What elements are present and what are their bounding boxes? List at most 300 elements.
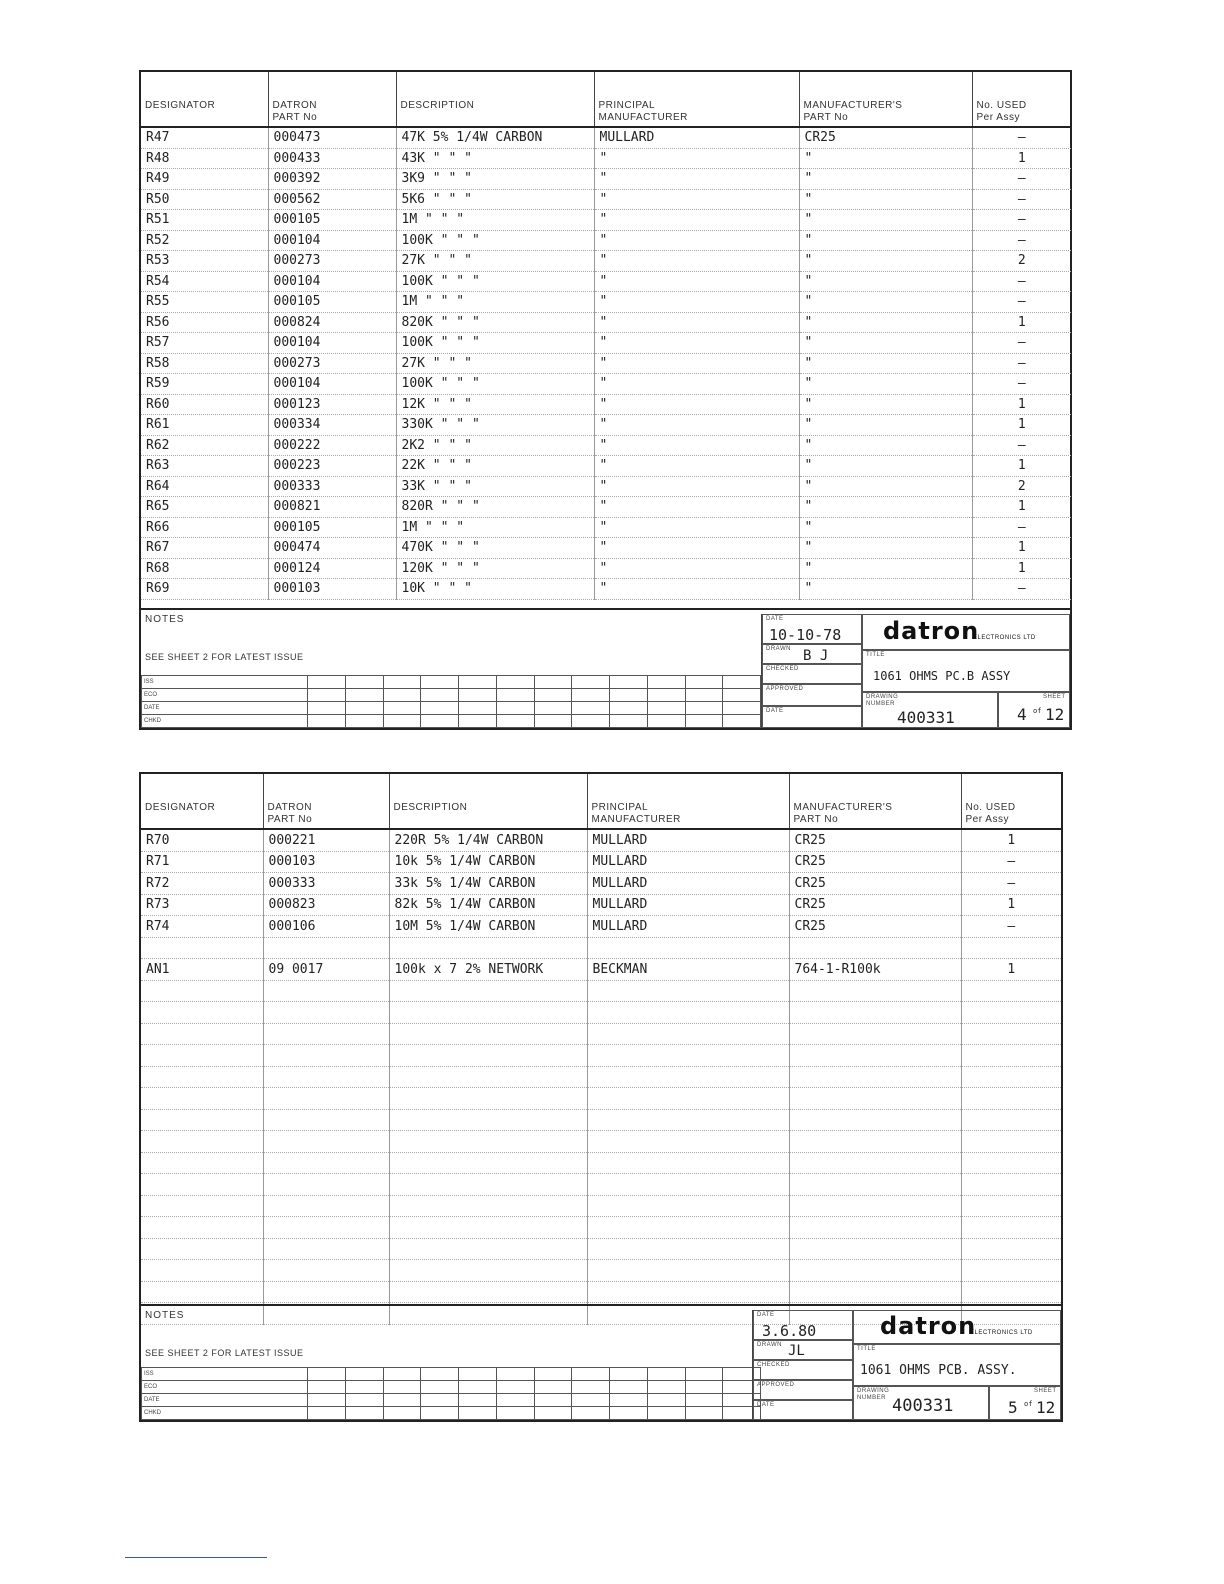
drawing-number-cell: DRAWING NUMBER 400331 xyxy=(862,692,998,728)
mfr-part-header: MANUFACTURER'S PART No xyxy=(799,72,972,127)
of-label: of xyxy=(1033,707,1042,715)
part-number-cell: 000433 xyxy=(268,148,396,169)
part-number-cell: 000273 xyxy=(268,251,396,272)
description-cell: 100K " " " xyxy=(396,271,594,292)
table-row xyxy=(141,1131,1061,1153)
quantity-cell: – xyxy=(961,851,1061,873)
mfr-part-header: MANUFACTURER'S PART No xyxy=(789,774,961,829)
mfr-part-cell: " xyxy=(799,456,972,477)
manufacturer-cell: MULLARD xyxy=(587,873,789,895)
quantity-cell xyxy=(961,1131,1061,1153)
mfr-part-cell xyxy=(789,1088,961,1110)
sheet-number: 5 xyxy=(1008,1398,1018,1417)
parts-table-body xyxy=(141,829,1061,1324)
date-cell: DATE 10-10-78 xyxy=(762,614,862,644)
description-cell: 100K " " " xyxy=(396,374,594,395)
manufacturer-cell: " xyxy=(594,497,799,518)
company-subtitle: ELECTRONICS LTD xyxy=(973,635,1036,641)
mfr-part-cell xyxy=(789,980,961,1002)
revision-grid xyxy=(141,675,761,728)
description-cell: 820K " " " xyxy=(396,312,594,333)
description-cell: 470K " " " xyxy=(396,538,594,559)
mfr-part-cell xyxy=(789,1281,961,1303)
table-row xyxy=(141,829,1061,851)
part-number-cell: 000123 xyxy=(268,394,396,415)
parts-table xyxy=(141,774,1061,1325)
part-number-cell: 000106 xyxy=(263,916,389,938)
see-sheet-note: SEE SHEET 2 FOR LATEST ISSUE xyxy=(145,1348,304,1358)
header-row xyxy=(141,774,1061,829)
part-number-cell: 000105 xyxy=(268,517,396,538)
parts-list-sheet-4 xyxy=(139,70,1072,730)
mfr-part-cell: " xyxy=(799,435,972,456)
footer-link-underline xyxy=(125,1557,267,1558)
description-cell: 10M 5% 1/4W CARBON xyxy=(389,916,587,938)
date2-cell: DATE xyxy=(762,706,862,728)
grid-label: ECO xyxy=(142,1381,308,1394)
description-cell xyxy=(389,1131,587,1153)
quantity-cell: 1 xyxy=(972,538,1071,559)
grid-label: ISS xyxy=(142,1368,308,1381)
designator-cell xyxy=(141,1217,263,1239)
manufacturer-cell xyxy=(587,980,789,1002)
description-cell xyxy=(389,1281,587,1303)
manufacturer-cell xyxy=(587,1088,789,1110)
table-row xyxy=(141,210,1071,231)
description-cell: 82k 5% 1/4W CARBON xyxy=(389,894,587,916)
manufacturer-cell: MULLARD xyxy=(587,851,789,873)
manufacturer-cell: MULLARD xyxy=(587,894,789,916)
quantity-cell: – xyxy=(961,916,1061,938)
quantity-cell xyxy=(961,1195,1061,1217)
table-row xyxy=(141,1023,1061,1045)
mfr-part-cell xyxy=(789,1131,961,1153)
description-cell: 330K " " " xyxy=(396,415,594,436)
designator-cell: R60 xyxy=(141,394,268,415)
description-cell xyxy=(389,1152,587,1174)
part-number-cell: 000821 xyxy=(268,497,396,518)
table-row xyxy=(141,251,1071,272)
description-cell xyxy=(389,1174,587,1196)
mfr-part-cell: " xyxy=(799,353,972,374)
table-row xyxy=(141,374,1071,395)
mfr-part-cell: " xyxy=(799,558,972,579)
designator-cell: R59 xyxy=(141,374,268,395)
manufacturer-cell: MULLARD xyxy=(587,916,789,938)
part-number-cell: 000104 xyxy=(268,333,396,354)
mfr-part-cell: " xyxy=(799,271,972,292)
part-number-cell: 000333 xyxy=(268,476,396,497)
manufacturer-cell: " xyxy=(594,456,799,477)
date-value: 3.6.80 xyxy=(762,1322,817,1340)
table-row xyxy=(141,353,1071,374)
manufacturer-cell: " xyxy=(594,210,799,231)
designator-cell: R63 xyxy=(141,456,268,477)
part-number-cell xyxy=(263,1260,389,1282)
description-header: DESCRIPTION xyxy=(389,774,587,829)
quantity-cell: – xyxy=(972,353,1071,374)
mfr-part-cell: " xyxy=(799,538,972,559)
designator-cell: R54 xyxy=(141,271,268,292)
manufacturer-cell xyxy=(587,1023,789,1045)
designator-cell: R67 xyxy=(141,538,268,559)
quantity-cell xyxy=(961,937,1061,959)
part-number-cell: 000474 xyxy=(268,538,396,559)
designator-cell: R69 xyxy=(141,579,268,600)
description-cell: 100K " " " xyxy=(396,230,594,251)
table-row xyxy=(141,851,1061,873)
quantity-cell: 1 xyxy=(972,312,1071,333)
table-row xyxy=(141,312,1071,333)
part-number-cell: 09 0017 xyxy=(263,959,389,981)
mfr-part-cell xyxy=(789,1260,961,1282)
manufacturer-cell: " xyxy=(594,374,799,395)
sheet-total: 12 xyxy=(1036,1398,1056,1417)
manufacturer-cell: " xyxy=(594,251,799,272)
quantity-cell xyxy=(961,1217,1061,1239)
table-row xyxy=(141,916,1061,938)
mfr-part-cell: CR25 xyxy=(789,894,961,916)
description-cell xyxy=(389,1045,587,1067)
header-row xyxy=(141,72,1071,127)
drawn-cell: DRAWN JL xyxy=(753,1340,853,1360)
mfr-part-cell: CR25 xyxy=(799,127,972,148)
quantity-cell: 1 xyxy=(972,558,1071,579)
part-number-cell: 000221 xyxy=(263,829,389,851)
manufacturer-cell xyxy=(587,1131,789,1153)
designator-cell: AN1 xyxy=(141,959,263,981)
description-cell: 43K " " " xyxy=(396,148,594,169)
table-row xyxy=(141,1174,1061,1196)
quantity-cell xyxy=(961,1023,1061,1045)
description-cell: 100k x 7 2% NETWORK xyxy=(389,959,587,981)
description-cell xyxy=(389,1023,587,1045)
designator-cell: R53 xyxy=(141,251,268,272)
description-cell: 12K " " " xyxy=(396,394,594,415)
table-row xyxy=(141,959,1061,981)
title-block xyxy=(752,1310,1061,1420)
mfr-part-cell: " xyxy=(799,251,972,272)
quantity-header: No. USED Per Assy xyxy=(972,72,1071,127)
designator-cell: R61 xyxy=(141,415,268,436)
designator-cell: R49 xyxy=(141,169,268,190)
part-number-cell xyxy=(263,1281,389,1303)
parts-table xyxy=(141,72,1071,600)
mfr-part-cell: " xyxy=(799,394,972,415)
mfr-part-cell xyxy=(789,1152,961,1174)
description-cell: 820R " " " xyxy=(396,497,594,518)
designator-cell xyxy=(141,937,263,959)
designator-cell: R70 xyxy=(141,829,263,851)
part-number-cell xyxy=(263,980,389,1002)
description-cell: 47K 5% 1/4W CARBON xyxy=(396,127,594,148)
part-number-cell xyxy=(263,1217,389,1239)
designator-cell xyxy=(141,1152,263,1174)
manufacturer-cell: " xyxy=(594,435,799,456)
drawing-number: 400331 xyxy=(892,1396,954,1416)
quantity-cell: – xyxy=(972,292,1071,313)
part-number-cell xyxy=(263,1066,389,1088)
approved-cell: APPROVED xyxy=(753,1380,853,1400)
table-row xyxy=(141,980,1061,1002)
part-number-cell: 000104 xyxy=(268,374,396,395)
part-number-cell: 000823 xyxy=(263,894,389,916)
manufacturer-cell: " xyxy=(594,353,799,374)
description-cell: 33k 5% 1/4W CARBON xyxy=(389,873,587,895)
manufacturer-cell xyxy=(587,1281,789,1303)
drawing-title: 1061 OHMS PC.B ASSY xyxy=(873,669,1011,683)
manufacturer-cell: MULLARD xyxy=(594,127,799,148)
mfr-part-cell: " xyxy=(799,415,972,436)
manufacturer-cell: BECKMAN xyxy=(587,959,789,981)
description-cell: 220R 5% 1/4W CARBON xyxy=(389,829,587,851)
designator-cell xyxy=(141,1281,263,1303)
designator-cell: R55 xyxy=(141,292,268,313)
designator-cell xyxy=(141,1045,263,1067)
mfr-part-cell xyxy=(789,1002,961,1024)
part-number-cell: 000103 xyxy=(268,579,396,600)
part-number-cell: 000105 xyxy=(268,210,396,231)
sheet-total: 12 xyxy=(1045,705,1065,724)
table-row xyxy=(141,579,1071,600)
part-number-cell xyxy=(263,1238,389,1260)
mfr-part-cell: CR25 xyxy=(789,829,961,851)
table-row xyxy=(141,517,1071,538)
description-cell: 5K6 " " " xyxy=(396,189,594,210)
part-number-cell xyxy=(263,1109,389,1131)
mfr-part-cell: " xyxy=(799,230,972,251)
table-row xyxy=(141,937,1061,959)
table-row xyxy=(141,1195,1061,1217)
description-cell xyxy=(389,980,587,1002)
mfr-part-cell: 764-1-R100k xyxy=(789,959,961,981)
manufacturer-cell: " xyxy=(594,415,799,436)
description-cell: 100K " " " xyxy=(396,333,594,354)
part-number-cell xyxy=(263,1152,389,1174)
quantity-cell: – xyxy=(972,333,1071,354)
designator-cell: R74 xyxy=(141,916,263,938)
designator-cell xyxy=(141,980,263,1002)
title-cell: TITLE 1061 OHMS PC.B ASSY xyxy=(862,650,1070,692)
mfr-part-cell: " xyxy=(799,497,972,518)
description-cell xyxy=(389,1195,587,1217)
designator-cell: R58 xyxy=(141,353,268,374)
quantity-cell: 1 xyxy=(961,959,1061,981)
description-cell xyxy=(389,937,587,959)
notes-label: NOTES xyxy=(145,1310,185,1321)
mfr-part-cell xyxy=(789,937,961,959)
quantity-cell: 1 xyxy=(961,894,1061,916)
drawing-title: 1061 OHMS PCB. ASSY. xyxy=(860,1363,1017,1378)
quantity-cell xyxy=(961,1152,1061,1174)
quantity-cell xyxy=(961,1260,1061,1282)
part-number-cell xyxy=(263,1174,389,1196)
manufacturer-cell: " xyxy=(594,148,799,169)
part-number-header: DATRON PART No xyxy=(268,72,396,127)
notes-label: NOTES xyxy=(145,614,185,625)
designator-cell: R65 xyxy=(141,497,268,518)
mfr-part-cell: CR25 xyxy=(789,916,961,938)
mfr-part-cell xyxy=(789,1174,961,1196)
date-value: 10-10-78 xyxy=(769,626,842,644)
mfr-part-cell: " xyxy=(799,312,972,333)
description-cell: 3K9 " " " xyxy=(396,169,594,190)
quantity-cell: – xyxy=(972,517,1071,538)
table-row xyxy=(141,394,1071,415)
manufacturer-cell: " xyxy=(594,312,799,333)
manufacturer-cell: " xyxy=(594,579,799,600)
quantity-cell xyxy=(961,1109,1061,1131)
quantity-cell: 1 xyxy=(972,415,1071,436)
sheet-number-cell: SHEET 4 of 12 xyxy=(998,692,1070,728)
manufacturer-header: PRINCIPAL MANUFACTURER xyxy=(587,774,789,829)
quantity-cell: 2 xyxy=(972,476,1071,497)
revision-grid xyxy=(141,1367,761,1420)
designator-cell xyxy=(141,1109,263,1131)
date2-cell: DATE xyxy=(753,1400,853,1420)
part-number-cell xyxy=(263,1045,389,1067)
part-number-cell xyxy=(263,1131,389,1153)
table-row xyxy=(141,476,1071,497)
manufacturer-cell: " xyxy=(594,271,799,292)
description-cell xyxy=(389,1217,587,1239)
table-row xyxy=(141,497,1071,518)
quantity-cell xyxy=(961,1045,1061,1067)
part-number-cell: 000824 xyxy=(268,312,396,333)
table-row xyxy=(141,1045,1061,1067)
sheet-number-cell: SHEET 5 of 12 xyxy=(989,1386,1061,1420)
quantity-cell: – xyxy=(972,189,1071,210)
mfr-part-cell xyxy=(789,1023,961,1045)
quantity-cell xyxy=(961,1088,1061,1110)
table-row xyxy=(141,271,1071,292)
description-cell: 22K " " " xyxy=(396,456,594,477)
part-number-cell: 000105 xyxy=(268,292,396,313)
description-cell: 10k 5% 1/4W CARBON xyxy=(389,851,587,873)
designator-cell: R66 xyxy=(141,517,268,538)
quantity-cell: – xyxy=(972,169,1071,190)
company-cell xyxy=(862,614,1070,650)
parts-table-body xyxy=(141,127,1071,599)
designator-cell: R62 xyxy=(141,435,268,456)
manufacturer-cell xyxy=(587,1066,789,1088)
mfr-part-cell: " xyxy=(799,169,972,190)
notes-section xyxy=(141,1304,1061,1420)
manufacturer-cell xyxy=(587,937,789,959)
drawing-number-cell: DRAWING NUMBER 400331 xyxy=(853,1386,989,1420)
mfr-part-cell: CR25 xyxy=(789,851,961,873)
company-subtitle: ELECTRONICS LTD xyxy=(970,1330,1033,1336)
designator-cell: R57 xyxy=(141,333,268,354)
part-number-cell: 000104 xyxy=(268,230,396,251)
grid-label: ECO xyxy=(142,689,308,702)
quantity-cell xyxy=(961,1281,1061,1303)
sheet-number: 4 xyxy=(1017,705,1027,724)
part-number-cell xyxy=(263,1195,389,1217)
designator-cell: R48 xyxy=(141,148,268,169)
table-row xyxy=(141,1152,1061,1174)
part-number-cell: 000273 xyxy=(268,353,396,374)
approved-cell: APPROVED xyxy=(762,684,862,706)
manufacturer-cell: " xyxy=(594,292,799,313)
designator-cell: R47 xyxy=(141,127,268,148)
mfr-part-cell: " xyxy=(799,148,972,169)
quantity-cell xyxy=(961,980,1061,1002)
table-row xyxy=(141,292,1071,313)
mfr-part-cell: " xyxy=(799,579,972,600)
manufacturer-cell: " xyxy=(594,169,799,190)
table-row xyxy=(141,1217,1061,1239)
table-row xyxy=(141,1260,1061,1282)
description-cell: 120K " " " xyxy=(396,558,594,579)
description-cell xyxy=(389,1002,587,1024)
designator-cell: R52 xyxy=(141,230,268,251)
table-row xyxy=(141,1066,1061,1088)
description-cell: 1M " " " xyxy=(396,292,594,313)
mfr-part-cell xyxy=(789,1109,961,1131)
designator-cell xyxy=(141,1066,263,1088)
part-number-cell: 000562 xyxy=(268,189,396,210)
quantity-cell: 1 xyxy=(972,497,1071,518)
quantity-cell: – xyxy=(972,374,1071,395)
manufacturer-cell xyxy=(587,1002,789,1024)
part-number-cell: 000103 xyxy=(263,851,389,873)
description-cell xyxy=(389,1088,587,1110)
quantity-cell: – xyxy=(972,579,1071,600)
designator-cell: R51 xyxy=(141,210,268,231)
quantity-cell: – xyxy=(961,873,1061,895)
mfr-part-cell: " xyxy=(799,292,972,313)
table-row xyxy=(141,435,1071,456)
quantity-cell: – xyxy=(972,127,1071,148)
designator-cell xyxy=(141,1174,263,1196)
designator-cell xyxy=(141,1260,263,1282)
table-row xyxy=(141,333,1071,354)
manufacturer-cell: " xyxy=(594,230,799,251)
grid-label: CHKD xyxy=(142,715,308,728)
designator-cell: R71 xyxy=(141,851,263,873)
table-row xyxy=(141,1238,1061,1260)
description-cell: 33K " " " xyxy=(396,476,594,497)
designator-cell: R73 xyxy=(141,894,263,916)
quantity-cell: 2 xyxy=(972,251,1071,272)
description-cell: 27K " " " xyxy=(396,251,594,272)
designator-header: DESIGNATOR xyxy=(141,72,268,127)
mfr-part-cell xyxy=(789,1217,961,1239)
manufacturer-cell xyxy=(587,1195,789,1217)
description-cell xyxy=(389,1238,587,1260)
part-number-cell xyxy=(263,1002,389,1024)
table-row xyxy=(141,558,1071,579)
designator-cell: R68 xyxy=(141,558,268,579)
part-number-cell: 000392 xyxy=(268,169,396,190)
grid-label: CHKD xyxy=(142,1407,308,1420)
table-row xyxy=(141,1002,1061,1024)
mfr-part-cell xyxy=(789,1195,961,1217)
quantity-cell: 1 xyxy=(972,456,1071,477)
part-number-cell xyxy=(263,1023,389,1045)
designator-cell: R56 xyxy=(141,312,268,333)
datron-logo: datron xyxy=(880,1312,977,1340)
designator-cell xyxy=(141,1131,263,1153)
manufacturer-cell: " xyxy=(594,189,799,210)
manufacturer-cell: MULLARD xyxy=(587,829,789,851)
designator-cell xyxy=(141,1088,263,1110)
manufacturer-cell: " xyxy=(594,333,799,354)
part-number-header: DATRON PART No xyxy=(263,774,389,829)
description-cell: 1M " " " xyxy=(396,210,594,231)
table-row xyxy=(141,189,1071,210)
